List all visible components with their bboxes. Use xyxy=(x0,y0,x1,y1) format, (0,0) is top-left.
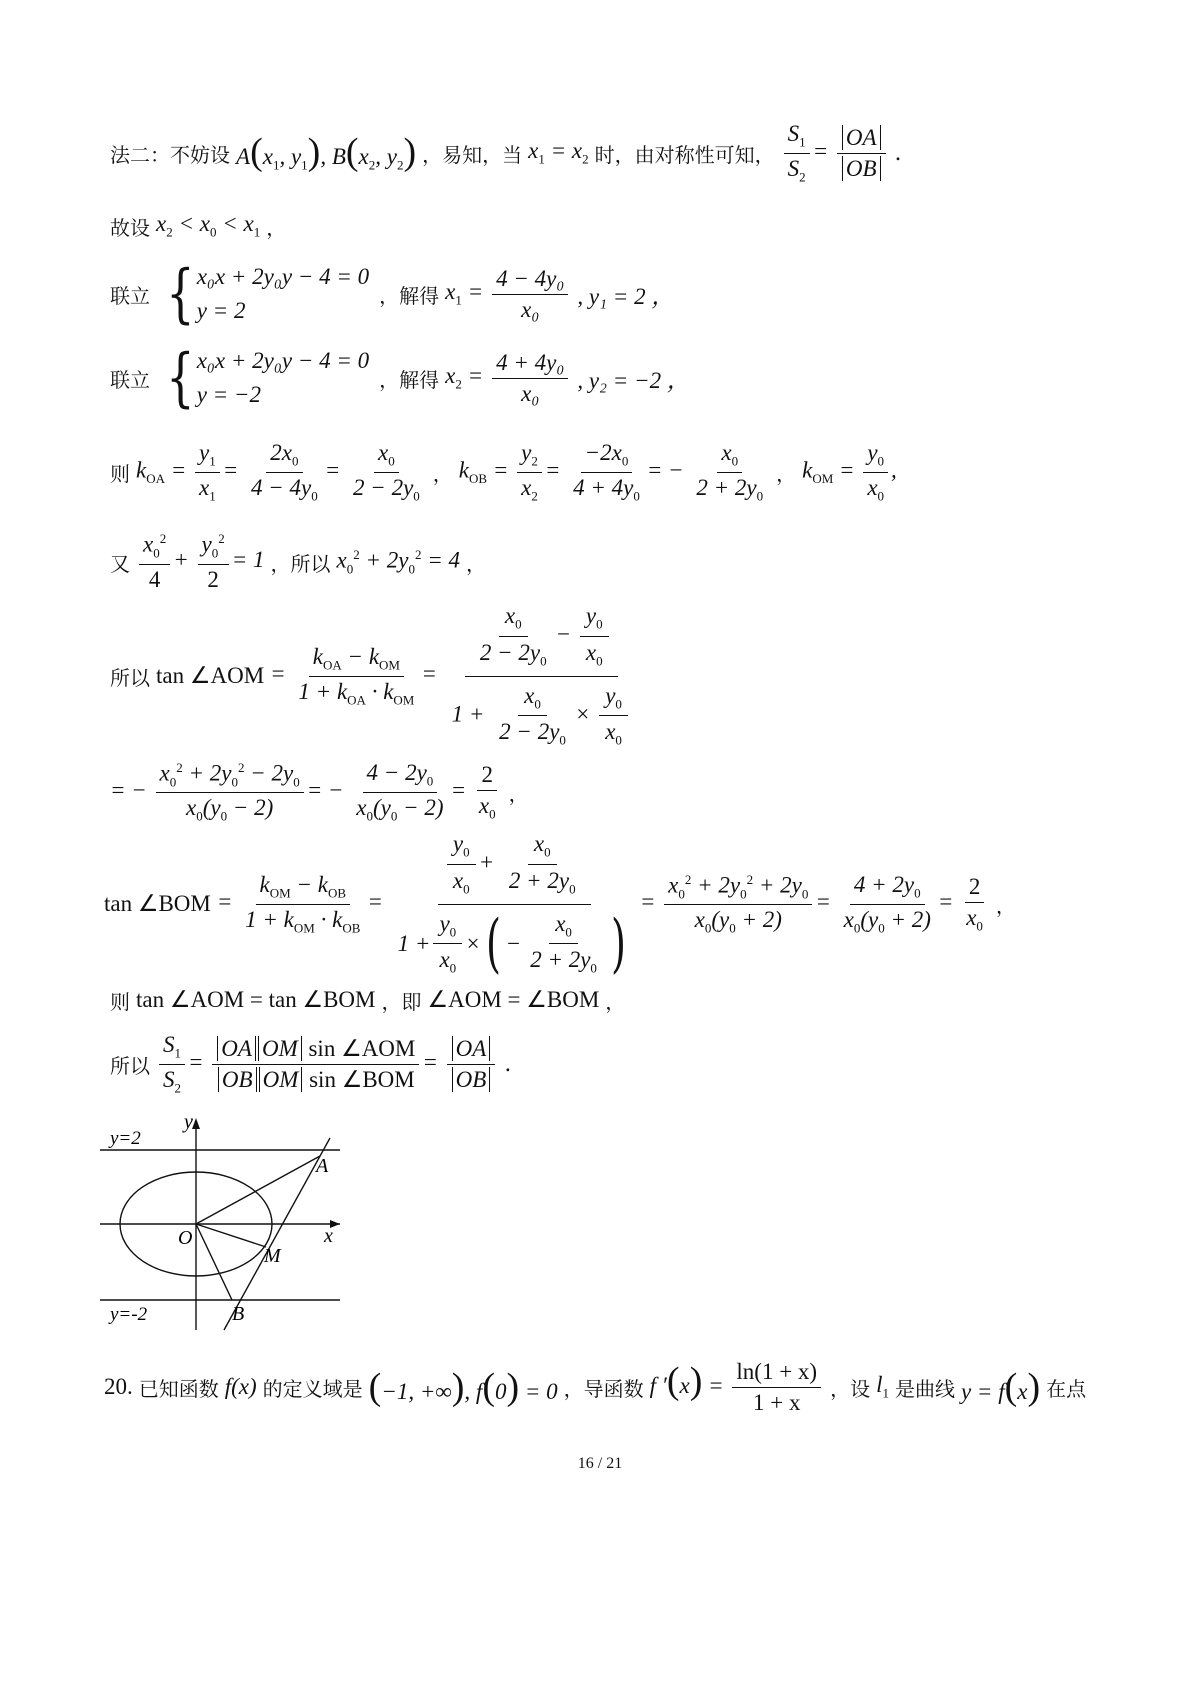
joint1-eq2: y = 2 xyxy=(196,298,246,323)
page-number: 16 / 21 xyxy=(577,1455,623,1472)
assume-line xyxy=(110,208,1140,244)
equal-mid: ，即 xyxy=(381,989,422,1014)
simplify1-formula: = − $\frac{x_0^2 + 2y_0^2 - 2y_0}{x_0(y_0 - 2)}$ = − $\frac{4 - 2y_0}{x_0(y_0 - 2)}$ = $\frac{2}{x_0}$ xyxy=(110,759,496,824)
line-top-label: y=2 xyxy=(110,1128,141,1149)
intro-line xyxy=(110,118,1140,188)
q20-text1: 已知函数 xyxy=(138,1376,219,1401)
point-a-b: $A(x_1$, $y_1$), $B(x_2$, $y_2$) xyxy=(236,130,417,173)
q20-text6: 在点 xyxy=(1046,1376,1087,1401)
tan-aom-formula: = $\frac{k_{OA} - k_{OM}}{1 + k_{OA} \cdot k_{OM}}$ = $\frac{x_0}{2 - 2y_0}$ − $\frac{y_0}{x_0}$ 1 + $\frac{x_0}{2 - 2y_0}$ × $\frac{y_0}{x_0}$ xyxy=(270,597,640,754)
tan-bom-line xyxy=(104,831,1140,981)
equal-tail: ， xyxy=(605,989,626,1014)
assume-inequality: $x_2 < x_0 < x_1$ xyxy=(156,211,261,240)
q20-number: 20. xyxy=(104,1374,133,1399)
simplify1-tail: ， xyxy=(508,781,529,806)
joint2-eq1: x₀x + 2y₀y − 4 = 0 xyxy=(196,348,370,373)
point-a-label: A xyxy=(316,1155,329,1177)
joint1-solve: ，解得 xyxy=(379,283,440,308)
k-oa-formula: $k_{OA}$ = $\frac{y_1}{x_1}$ = $\frac{2x_0}{4 - 4y_0}$ = $\frac{x_0}{2 - 2y_0}$ xyxy=(136,439,420,504)
joint1-x1: $x_1$ = xyxy=(445,279,484,308)
slopes-line xyxy=(110,440,1140,504)
q20-derivative: f ′(x) = $\frac{\ln(1 + x)}{1 + x}$ xyxy=(650,1359,824,1416)
joint1-label: 联立 xyxy=(110,283,150,308)
point-m-label: M xyxy=(264,1245,281,1267)
joint2-rest: , y₂ = −2 ， xyxy=(577,367,690,393)
line-bottom-label: y=-2 xyxy=(110,1304,148,1325)
intro-when: 时，由对称性可知， xyxy=(594,142,775,167)
q20-curve: y = f(x) xyxy=(960,1366,1041,1408)
joint2-line xyxy=(110,341,1140,415)
ratio-tail: . xyxy=(504,1051,512,1077)
k-ob-formula: $k_{OB}$ = $\frac{y_2}{x_2}$ = $\frac{-2x_0}{4 + 4y_0}$ = − $\frac{x_0}{2 + 2y_0}$ xyxy=(458,439,764,504)
joint2-fraction: $\frac{\text{4 + 4y₀}}{\text{x₀}}$ xyxy=(492,350,568,407)
tan-aom-func: tan ∠AOM xyxy=(156,663,265,688)
joint2-label: 联立 xyxy=(110,367,150,392)
geometry-figure xyxy=(100,1118,360,1338)
equal-lead: 则 xyxy=(110,989,130,1014)
point-o-label: O xyxy=(178,1227,193,1249)
ratio-formula: $\frac{S_1}{S_2}$ = $\frac{\text{OA OM sin ∠AOM}}{\text{OB OM sin ∠BOM}}$ = $\frac{OA}{OB}$ xyxy=(156,1032,498,1096)
again-lead: 又 xyxy=(110,551,130,576)
equal-line xyxy=(110,982,1140,1018)
slopes-lead: 则 xyxy=(110,461,130,486)
ratio-line xyxy=(110,1030,1140,1098)
joint2-solve: ，解得 xyxy=(379,367,440,392)
x1-eq-x2: $x_1 = x_2$ xyxy=(528,138,589,167)
ratio-lead: 所以 xyxy=(110,1053,150,1078)
again-tail: ， xyxy=(465,551,486,576)
ellipse-equation-2: $x_0^2 + 2y_0^2 = 4$ xyxy=(336,546,460,577)
assume-text: 故设 xyxy=(110,215,150,240)
q20-text3: ，导函数 xyxy=(563,1376,644,1401)
joint1-rest: , y₁ = 2 ， xyxy=(577,283,675,309)
q20-domain: (−1, +∞), f(0) = 0 xyxy=(368,1366,558,1408)
segment-ob xyxy=(196,1224,232,1300)
q20-line xyxy=(104,1355,1140,1419)
tan-bom-tail: ， xyxy=(995,893,1016,918)
tan-bom-func: tan ∠BOM xyxy=(104,891,211,916)
slopes-sep-1: ， xyxy=(432,461,453,486)
assume-tail: ， xyxy=(266,215,287,240)
x-axis-label: x xyxy=(324,1225,333,1247)
q20-l1: $l_1$ xyxy=(876,1372,889,1401)
tan-aom-line xyxy=(110,603,1140,748)
slopes-sep-2: ， xyxy=(776,461,797,486)
y-axis-arrow-icon xyxy=(192,1118,200,1129)
again-line xyxy=(110,530,1140,594)
tangent-line xyxy=(224,1138,330,1330)
intro-easy: ，易知，当 xyxy=(422,142,523,167)
joint1-system: { x₀x + 2y₀y − 4 = 0 y = 2 xyxy=(166,257,370,331)
equal-text2: ∠AOM = ∠BOM xyxy=(427,987,600,1012)
joint1-fraction: $\frac{\text{4 − 4y₀}}{\text{x₀}}$ xyxy=(492,266,568,323)
joint2-system: { x₀x + 2y₀y − 4 = 0 y = −2 xyxy=(166,341,370,415)
q20-text5: 是曲线 xyxy=(894,1376,955,1401)
k-om-formula: $k_{OM}$ = $\frac{y_0}{x_0}$ , xyxy=(802,439,897,504)
intro-period: . xyxy=(894,140,902,166)
y-axis-label: y xyxy=(184,1118,193,1133)
intro-lead: 法二：不妨设 xyxy=(110,142,230,167)
equal-text1: tan ∠AOM = tan ∠BOM xyxy=(136,987,376,1012)
tan-bom-formula: = $\frac{k_{OM} - k_{OB}}{1 + k_{OM} \cdot k_{OB}}$ = $\frac{y_0}{x_0}$ + $\frac{x_0}{2 + 2y_0}$ 1 + $\frac{y_0}{x_0}$ × ( − $\frac{x_0}{2 + 2y_0}$ ) = $\frac{x_0^2 + 2y_0^2 + 2y_0}{x_0(y_0 + 2)}$ = $\frac{4 + 2y_0}{x_0(y_0 + 2)}$ = $\frac{2}{x_0}$ xyxy=(217,825,990,982)
tan-aom-lead: 所以 xyxy=(110,665,150,690)
q20-fx: f(x) xyxy=(224,1374,257,1399)
ellipse-equation: $\frac{x_0^2}{4}$ + $\frac{y_0^2}{2}$ = 1 xyxy=(136,531,265,592)
point-b-label: B xyxy=(232,1303,245,1325)
again-mid: ，所以 xyxy=(270,551,331,576)
segment-om xyxy=(196,1224,266,1247)
joint2-eq2: y = −2 xyxy=(196,382,261,407)
joint1-line xyxy=(110,257,1140,331)
area-ratio-formula: $\frac{S_1}{S_2}$ = $\frac{OA}{OB}$ xyxy=(781,121,889,185)
simplify1-line xyxy=(110,756,1140,828)
q20-text2: 的定义域是 xyxy=(262,1376,363,1401)
joint2-x2: $x_2$ = xyxy=(445,363,484,392)
joint1-eq1: x₀x + 2y₀y − 4 = 0 xyxy=(196,264,370,289)
q20-text4: ，设 xyxy=(830,1376,871,1401)
